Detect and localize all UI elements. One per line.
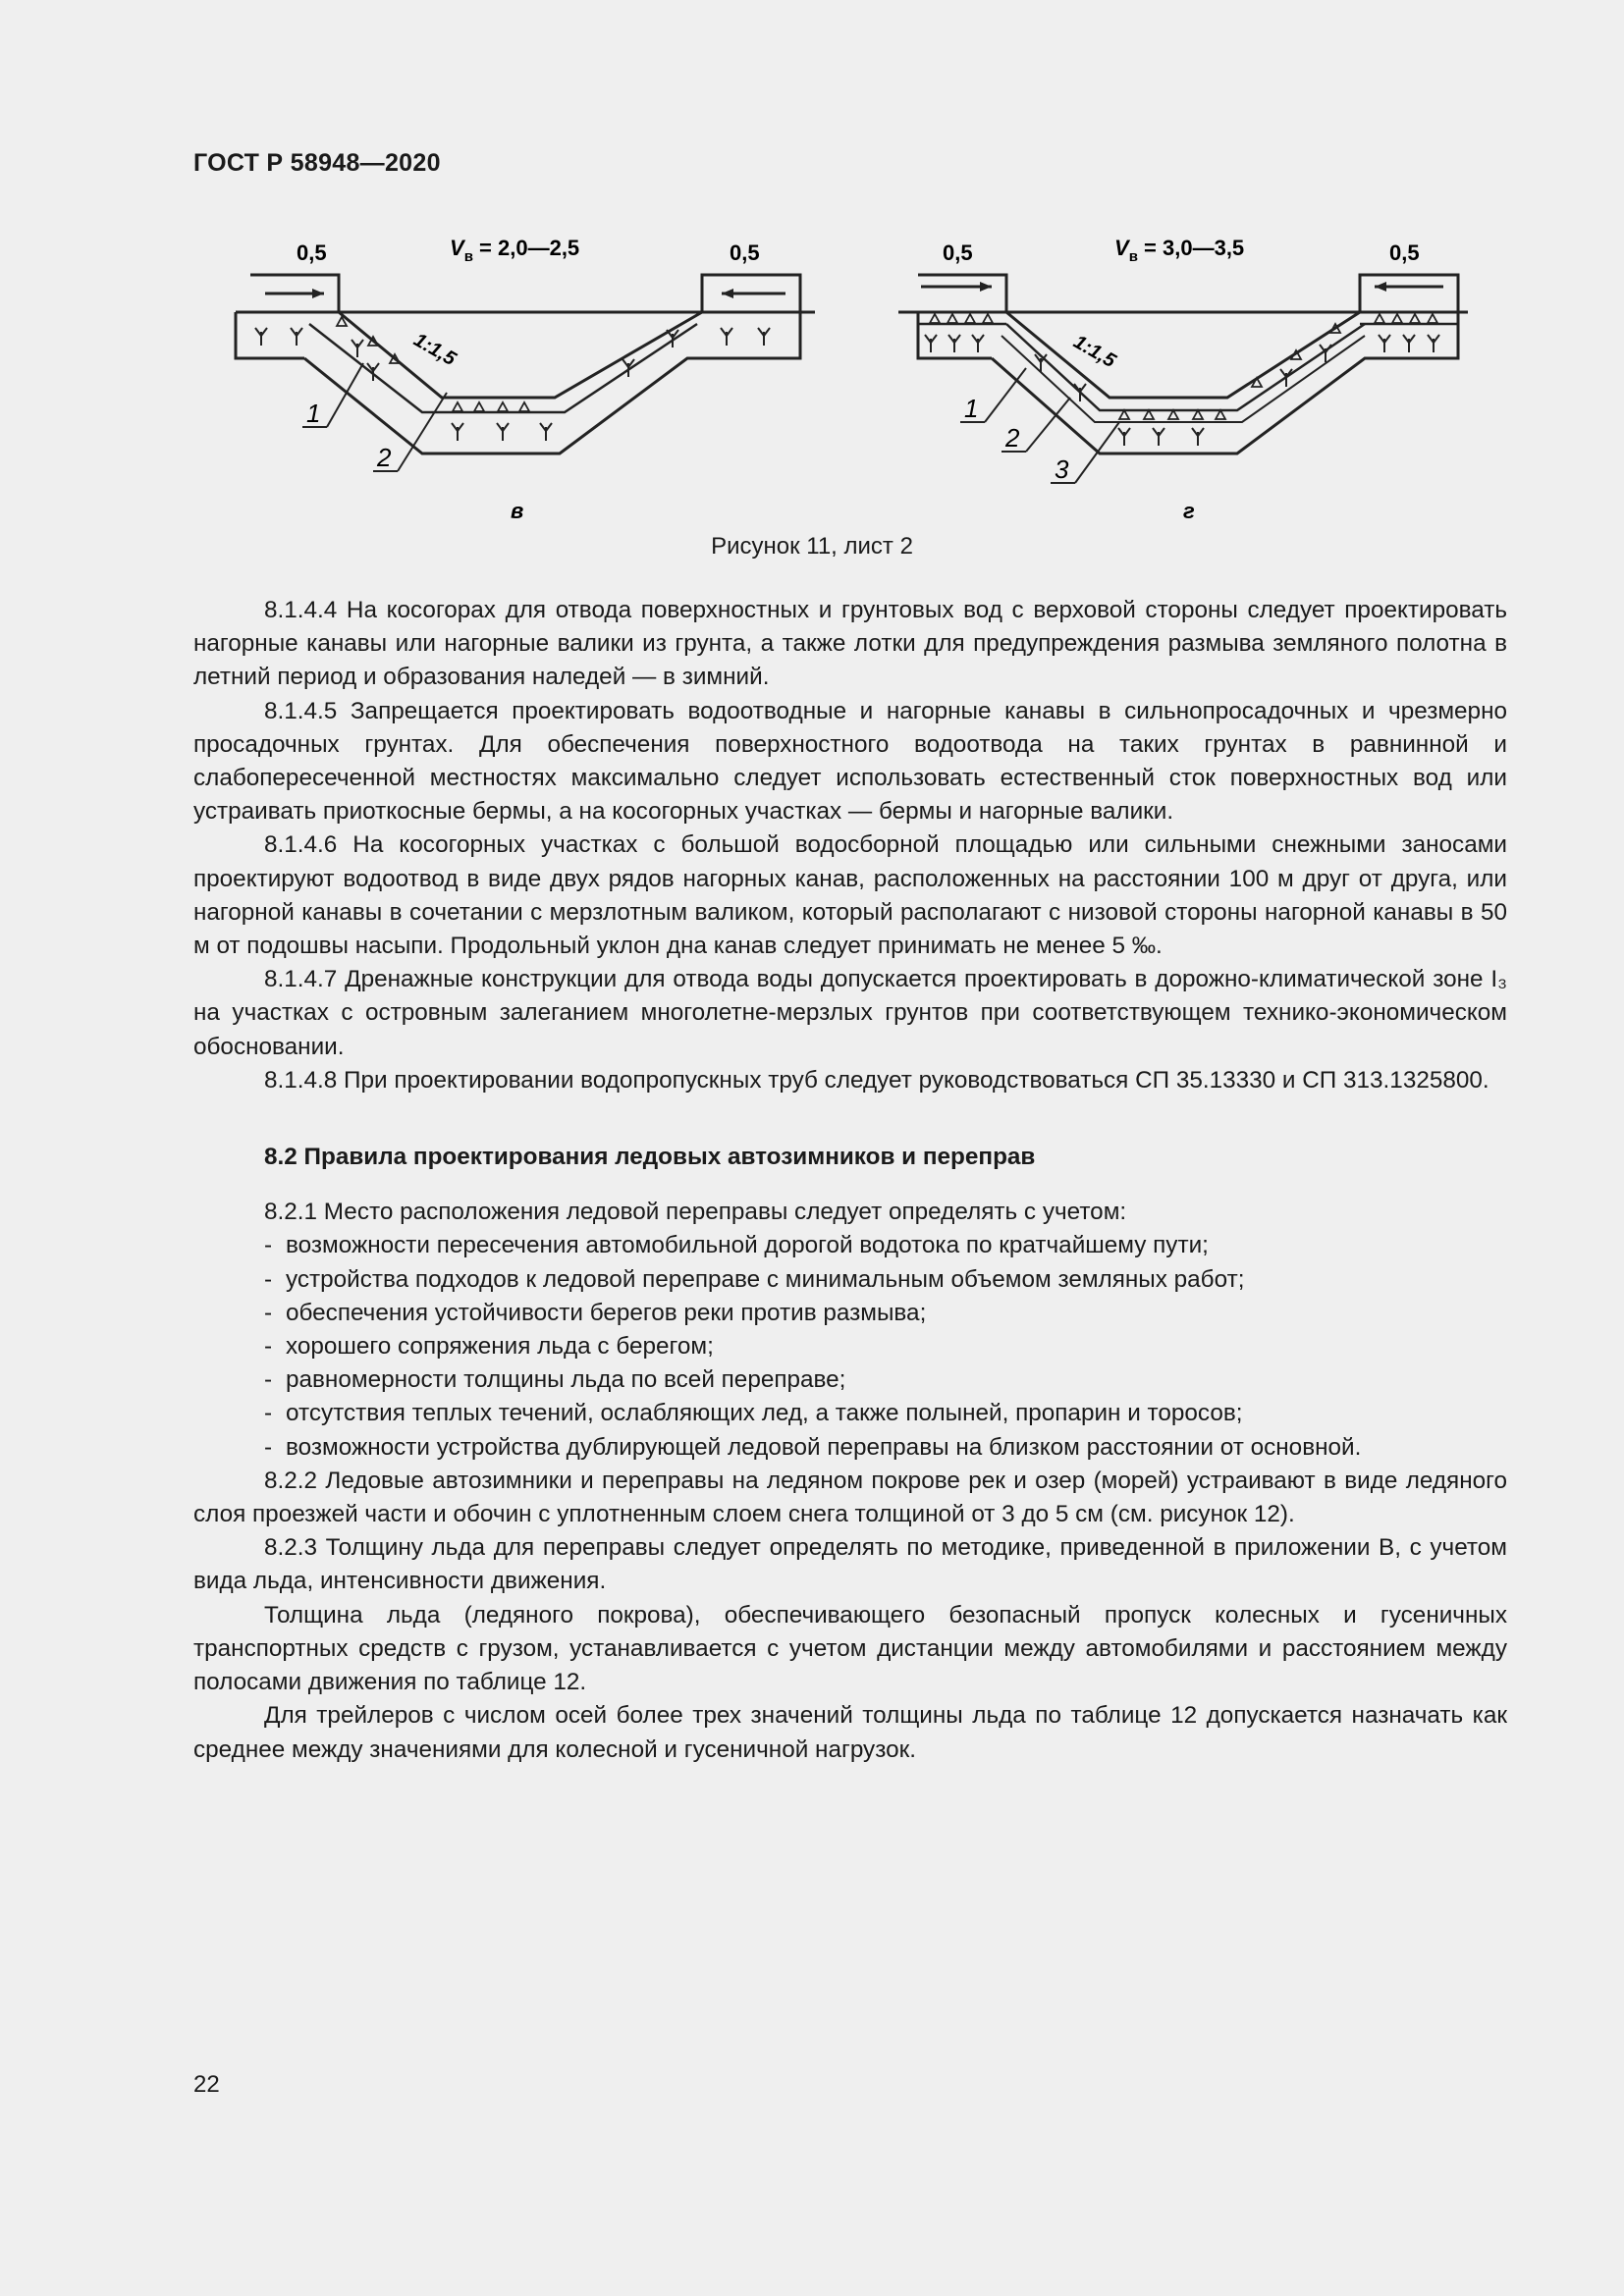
list-item: - равномерности толщины льда по всей переправе; [264, 1363, 1507, 1397]
list-item: - хорошего сопряжения льда с берегом; [264, 1330, 1507, 1363]
section-g-label: г [1183, 499, 1195, 523]
ditch-cross-sections-diagram [226, 226, 1473, 540]
velocity-subscript: в [463, 248, 473, 265]
body-text [193, 594, 1507, 1767]
figure-11 [226, 226, 1473, 540]
section-g-velocity [1114, 236, 1244, 265]
section-v-grass [255, 317, 770, 441]
section-title: 8.2 Правила проектирования ледовых автозимников и переправ [264, 1144, 1036, 1171]
velocity-range: = 3,0—3,5 [1137, 236, 1245, 260]
document-code: ГОСТ Р 58948—2020 [193, 149, 441, 177]
paragraph-8-2-2: 8.2.2 Ледовые автозимники и переправы на ледяном покрове рек и озер (морей) устраивают в виде ледяного слоя проезжей части и обочин с уплотненным слоем снега толщиной от 3 до 5 см (см. рисунок 12). [193, 1467, 1507, 1528]
paragraph-8-1-4-6: 8.1.4.6 На косогорных участках с большой водосборной площадью или сильными снежными заносами проектируют водоотвод в виде двух рядов нагорных канав, расположенных на расстоянии 100 м друг от друга, или нагорной канавы в сочетании с мерзлотным валиком, который располагают с низовой стороны нагорной канавы в 50 м от подошвы насыпи. Продольный уклон дна канав следует принимать не менее 5 ‰. [193, 831, 1507, 960]
list-item: - возможности устройства дублирующей ледовой переправы на близком расстоянии от основной. [264, 1431, 1507, 1465]
velocity-symbol: V [450, 236, 464, 260]
section-v-callout-2: 2 [377, 443, 392, 472]
section-g-grass [925, 314, 1439, 446]
section-v-arrows [265, 289, 785, 298]
paragraph-8-1-4-5: 8.1.4.5 Запрещается проектировать водоотводные и нагорные канавы в сильнопросадочных и чрезмерно просадочных грунтах. Для обеспечения поверхностного водоотвода на таких грунтах в равнинной и слабопересеченной местностях максимально следует использовать естественный сток поверхностных вод или устраивать приоткосные бермы, а на косогорных участках — бермы и нагорные валики. [193, 697, 1507, 826]
criteria-list [193, 1229, 1507, 1464]
section-g-berm-right: 0,5 [1389, 240, 1420, 265]
list-item: - обеспечения устойчивости берегов реки против размыва; [264, 1297, 1507, 1330]
section-g-callout-2: 2 [1005, 423, 1020, 453]
section-g [898, 275, 1468, 454]
section-g-berm-left: 0,5 [943, 240, 973, 265]
section-g-slope: 1:1,5 [1069, 331, 1119, 373]
paragraph-8-1-4-4: 8.1.4.4 На косогорах для отвода поверхностных и грунтовых вод с верховой стороны следует проектировать нагорные канавы или нагорные валики из грунта, а также лотки для предупреждения размыва земляного полотна в летний период и образования наледей — в зимний. [193, 597, 1507, 691]
section-v-berm-left: 0,5 [297, 240, 327, 265]
section-v-slope: 1:1,5 [409, 329, 460, 371]
paragraph-ice-thickness: Толщина льда (ледяного покрова), обеспечивающего безопасный пропуск колесных и гусеничных транспортных средств с грузом, устанавливается с учетом дистанции между автомобилями и расстоянием между полосами движения по таблице 12. [193, 1601, 1507, 1696]
list-item: - возможности пересечения автомобильной дорогой водотока по кратчайшему пути; [264, 1229, 1507, 1262]
section-v-berm-right: 0,5 [730, 240, 760, 265]
section-g-callout-1: 1 [964, 394, 979, 423]
section-g-arrows [921, 282, 1443, 292]
paragraph-8-2-1: 8.2.1 Место расположения ледовой переправы следует определять с учетом: [264, 1199, 1127, 1226]
figure-caption: Рисунок 11, лист 2 [711, 533, 913, 560]
section-v-velocity [450, 236, 579, 265]
paragraph-8-1-4-8: 8.1.4.8 При проектировании водопропускных труб следует руководствоваться СП 35.13330 и СП 313.1325800. [264, 1066, 1489, 1094]
section-v-label: в [511, 499, 524, 523]
list-item: - устройства подходов к ледовой переправе с минимальным объемом земляных работ; [264, 1263, 1507, 1297]
paragraph-8-1-4-7: 8.1.4.7 Дренажные конструкции для отвода воды допускается проектировать в дорожно-климатической зоне I₃ на участках с островным залеганием многолетне-мерзлых грунтов при соответствующем технико-экономическом обосновании. [193, 966, 1507, 1060]
paragraph-8-2-3: 8.2.3 Толщину льда для переправы следует определять по методике, приведенной в приложении В, с учетом вида льда, интенсивности движения. [193, 1534, 1507, 1595]
page-number: 22 [193, 2071, 220, 2098]
section-v-callout-1: 1 [306, 399, 321, 428]
list-item: - отсутствия теплых течений, ослабляющих лед, а также полыней, пропарин и торосов; [264, 1397, 1507, 1430]
velocity-range: = 2,0—2,5 [472, 236, 580, 260]
velocity-subscript: в [1128, 248, 1138, 265]
section-g-callout-3: 3 [1055, 454, 1069, 484]
velocity-symbol: V [1114, 236, 1129, 260]
paragraph-trailers: Для трейлеров с числом осей более трех значений толщины льда по таблице 12 допускается назначать как среднее между значениями для колесной и гусеничной нагрузок. [193, 1702, 1507, 1763]
